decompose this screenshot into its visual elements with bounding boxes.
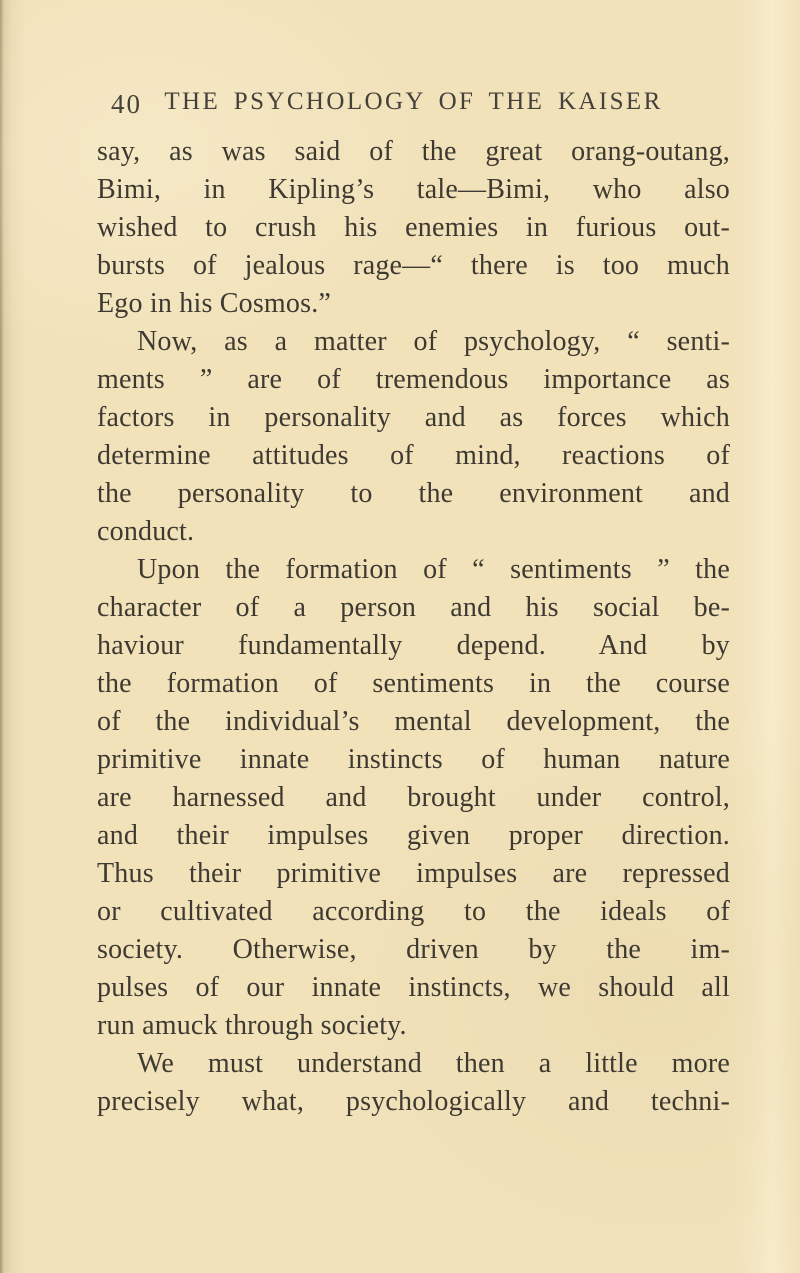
text-line: run amuck through society. xyxy=(97,1010,407,1041)
text-line: character of a person and his social be- xyxy=(97,592,730,623)
text-line: factors in personality and as forces which xyxy=(97,402,730,433)
text-line: society. Otherwise, driven by the im- xyxy=(97,934,730,965)
text-line: or cultivated according to the ideals of xyxy=(97,896,730,927)
text-line: determine attitudes of mind, reactions of xyxy=(97,440,730,471)
text-line: Ego in his Cosmos.” xyxy=(97,288,332,319)
text-line: are harnessed and brought under control, xyxy=(97,782,730,813)
text-line: pulses of our innate instincts, we should all xyxy=(97,972,730,1003)
text-line: We must understand then a little more xyxy=(137,1048,730,1079)
text-line: primitive innate instincts of human nature xyxy=(97,744,730,775)
running-head: THE PSYCHOLOGY OF THE KAISER xyxy=(164,88,663,115)
text-line: wished to crush his enemies in furious out- xyxy=(97,212,730,243)
text-line: bursts of jealous rage—“ there is too much xyxy=(97,250,730,281)
paragraph xyxy=(97,323,730,551)
text-line: Thus their primitive impulses are repressed xyxy=(97,858,730,889)
paragraph xyxy=(97,133,730,323)
text-line: and their impulses given proper direction. xyxy=(97,820,730,851)
text-line: say, as was said of the great orang-outang, xyxy=(97,136,730,167)
text-line: haviour fundamentally depend. And by xyxy=(97,630,730,661)
page-number: 40 xyxy=(111,89,142,119)
page-text xyxy=(97,133,730,1121)
page-header xyxy=(97,88,730,122)
text-line: the formation of sentiments in the course xyxy=(97,668,730,699)
text-line: ments ” are of tremendous importance as xyxy=(97,364,730,395)
text-line: the personality to the environment and xyxy=(97,478,730,509)
text-line: of the individual’s mental development, the xyxy=(97,706,730,737)
text-line: Now, as a matter of psychology, “ senti- xyxy=(137,326,730,357)
text-line: conduct. xyxy=(97,516,195,547)
paragraph xyxy=(97,1045,730,1121)
text-line: Bimi, in Kipling’s tale—Bimi, who also xyxy=(97,174,730,205)
text-line: precisely what, psychologically and techni- xyxy=(97,1086,730,1117)
text-line: Upon the formation of “ sentiments ” the xyxy=(137,554,730,585)
paragraph xyxy=(97,551,730,1045)
